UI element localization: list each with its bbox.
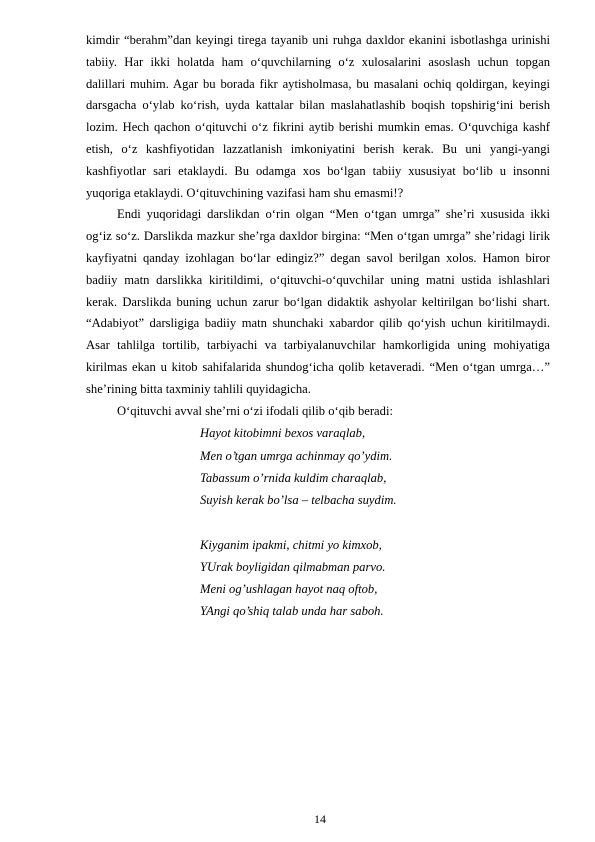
poem-line: Tabassum o’rnida kuldim charaqlab, [200,470,387,485]
poem-line: Suyish kerak bo’lsa – telbacha suydim. [200,493,397,508]
poem [200,422,550,622]
paragraph-1: kimdir “berahm”dan keyingi tirega tayanib uni ruhga daxldor ekanini isbotlashga urinishi tabiiy. Har ikki holatda ham o‘quvchilarning o‘z xulosalarini asoslash uchun topgan dalillari muhim. Agar bu borada fikr aytisholmasa, bu masalani ochiq qoldirgan, keyingi darsgacha o‘ylab ko‘rish, uyda kattalar bilan maslahatlashib boqish topshirig‘ini berish lozim. Hech qachon o‘qituvchi o‘z fikrini aytib berishi mumkin emas. O‘quvchiga kashf etish, o‘z kashfiyotidan lazzatlanish imkoniyatini berish kerak. Bu uni yangi-yangi kashfiyotlar sari etaklaydi. Bu odamga xos bo‘lgan tabiiy xususiyat bo‘lib u insonni yuqoriga etaklaydi. O‘qituvchining vazifasi ham shu emasmi!? [86,33,550,200]
poem-line: Hayot kitobimni bexos varaqlab, [200,426,366,441]
paragraph-2: Endi yuqoridagi darslikdan o‘rin olgan “Men o‘tgan umrga” she’ri xususida ikki og‘iz so‘z. Darslikda mazkur she’rga daxldor birgina: “Men o‘tgan umrga” she’ridagi lirik kayfiyatni qanday izohlagan bo‘lar edingiz?” degan savol berilgan xolos. Hamon biror badiiy matn darslikka kiritildimi, o‘qituvchi-o‘quvchilar uning matni ustida ishlashlari kerak. Darslikda buning uchun zarur bo‘lgan didaktik ashyolar keltirilgan bo‘lishi shart. “Adabiyot” darsligiga badiiy matn shunchaki xabardor qilib qo‘yish uchun kiritilmaydi. Asar tahlilga tortilib, tarbiyachi va tarbiyalanuvchilar hamkorligida uning mohiyatiga kirilmas ekan u kitob sahifalarida shundog‘icha qolib ketaveradi. “Men o‘tgan umrga…” she’rining bitta taxminiy tahlili quyidagicha. [86,207,550,396]
poem-line: Men o’tgan umrga achinmay qo’ydim. [200,448,393,463]
poem-stanza-1 [200,422,550,511]
poem-line: YAngi qo’shiq talab unda har saboh. [200,604,384,619]
document-page [86,30,550,623]
page-number: 14 [314,812,326,826]
poem-line: YUrak boyligidan qilmabman parvo. [200,559,386,574]
poem-line: Kiyganim ipakmi, chitmi yo kimxob, [200,537,382,552]
poem-stanza-2 [200,534,550,623]
paragraph-3: O‘qituvchi avval she’rni o‘zi ifodali qilib o‘qib beradi: [117,403,393,418]
poem-line: Meni og’ushlagan hayot naq oftob, [200,582,378,597]
